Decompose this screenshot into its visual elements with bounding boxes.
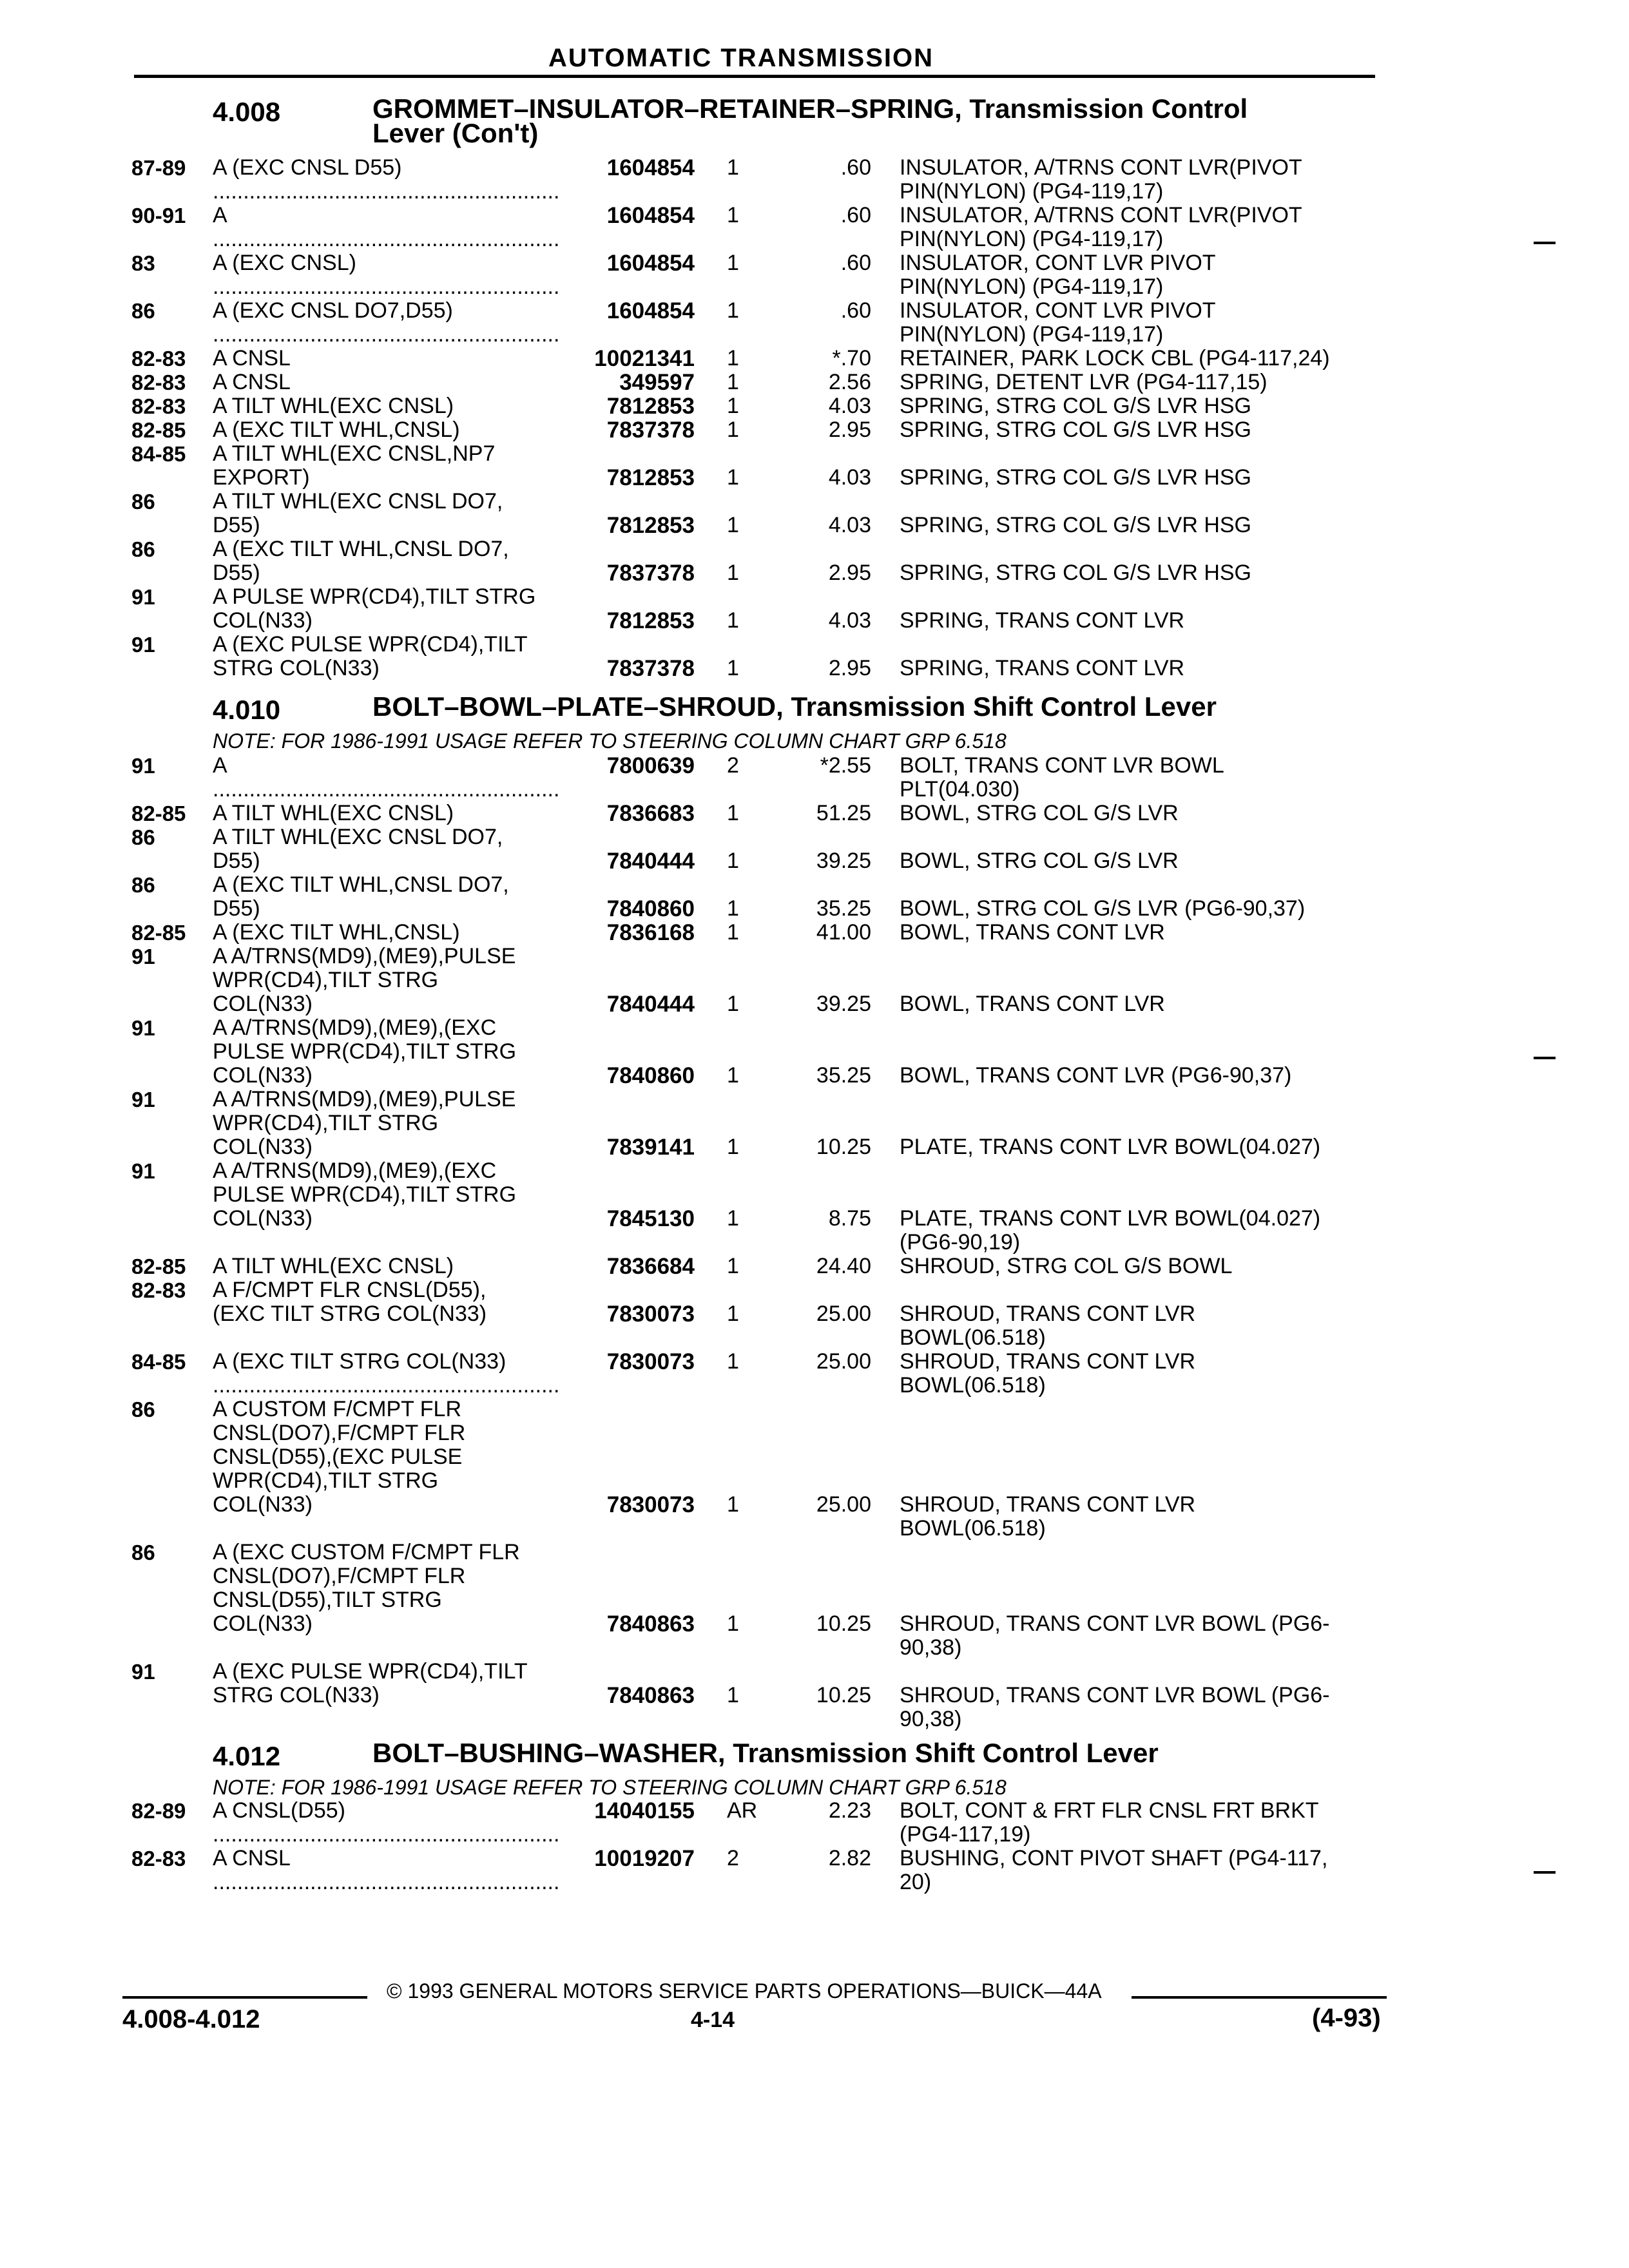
price: 35.25 (816, 896, 871, 921)
quantity: 1 (727, 1683, 739, 1707)
usage-description: A TILT WHL(EXC CNSL) ..... (213, 1254, 561, 1278)
part-row (0, 394, 1629, 418)
part-description: SHROUD, TRANS CONT LVR BOWL(06.518) ..... (900, 1302, 1370, 1350)
model-years: 83 (131, 251, 155, 275)
price: .60 (840, 203, 871, 227)
usage-description: A (EXC TILT WHL,CNSL) ..... (213, 418, 561, 442)
quantity: 1 (727, 418, 739, 442)
model-years: 91 (131, 1088, 155, 1111)
part-row (0, 1350, 1629, 1398)
part-row (0, 204, 1629, 251)
part-row (0, 825, 1629, 873)
quantity: 1 (727, 849, 739, 873)
price: *2.55 (820, 753, 871, 778)
part-number: 7812853 (606, 608, 695, 633)
quantity: 1 (727, 251, 739, 275)
part-description: SHROUD, TRANS CONT LVR BOWL(06.518) ..... (900, 1350, 1370, 1398)
price: .60 (840, 298, 871, 323)
usage-description: A (EXC PULSE WPR(CD4),TILT STRG COL(N33) ..... (213, 633, 561, 680)
part-row (0, 1159, 1629, 1254)
footer-copyright: © 1993 GENERAL MOTORS SERVICE PARTS OPERATIONS—BUICK—44A (387, 1979, 1102, 2003)
usage-description: A TILT WHL(EXC CNSL) ..... (213, 802, 561, 825)
part-number: 7837378 (606, 561, 695, 586)
quantity: 2 (727, 1846, 739, 1870)
price: 2.82 (828, 1846, 871, 1870)
model-years: 82-83 (131, 370, 186, 394)
price: 4.03 (828, 465, 871, 490)
part-description: BOWL, STRG COL G/S LVR ..... (900, 802, 1370, 825)
part-number: 7812853 (606, 513, 695, 538)
footer-section-range: 4.008-4.012 (122, 2005, 260, 2033)
price: 2.95 (828, 561, 871, 585)
price: 51.25 (816, 801, 871, 825)
price: .60 (840, 155, 871, 180)
header-rule (134, 75, 1375, 78)
model-years: 91 (131, 1159, 155, 1183)
part-description: BOLT, CONT & FRT FLR CNSL FRT BRKT (PG4-117,19) ..... (900, 1799, 1370, 1847)
usage-description: A (EXC TILT WHL,CNSL DO7, D55) ..... (213, 537, 561, 585)
usage-description: A TILT WHL(EXC CNSL DO7, D55) ..... (213, 825, 561, 873)
quantity: 1 (727, 1063, 739, 1088)
part-row (0, 1847, 1629, 1894)
quantity: 1 (727, 1611, 739, 1636)
part-row (0, 418, 1629, 442)
model-years: 82-85 (131, 802, 186, 825)
usage-description: A (EXC CUSTOM F/CMPT FLR CNSL(DO7),F/CMPT FLR CNSL(D55),TILT STRG COL(N33) ..... (213, 1541, 561, 1636)
part-description: INSULATOR, A/TRNS CONT LVR(PIVOT PIN(NYLON) (PG4-119,17) ..... (900, 156, 1370, 204)
part-row (0, 1660, 1629, 1731)
part-description: SHROUD, TRANS CONT LVR BOWL (PG6- 90,38) ..... (900, 1684, 1370, 1731)
usage-description: A (EXC PULSE WPR(CD4),TILT STRG COL(N33) ..... (213, 1660, 561, 1707)
model-years: 86 (131, 537, 155, 561)
part-number: 7836684 (606, 1254, 695, 1279)
part-number: 7840863 (606, 1683, 695, 1708)
model-years: 87-89 (131, 156, 186, 180)
part-description: BOLT, TRANS CONT LVR BOWL PLT(04.030) ..... (900, 754, 1370, 802)
part-row (0, 1541, 1629, 1660)
usage-description: A A/TRNS(MD9),(ME9),(EXC PULSE WPR(CD4),TILT STRG COL(N33) ..... (213, 1016, 561, 1088)
model-years: 82-83 (131, 347, 186, 370)
model-years: 91 (131, 633, 155, 657)
part-number: 10019207 (594, 1846, 695, 1871)
price: 2.95 (828, 418, 871, 442)
quantity: 1 (727, 561, 739, 585)
part-number: 7836168 (606, 920, 695, 945)
model-years: 82-83 (131, 394, 186, 418)
part-description: SHROUD, TRANS CONT LVR BOWL (PG6- 90,38) ..... (900, 1612, 1370, 1660)
section-number: 4.010 (213, 695, 281, 725)
price: 25.00 (816, 1302, 871, 1326)
footer-rule-left (122, 1996, 367, 1999)
model-years: 91 (131, 585, 155, 609)
quantity: 1 (727, 656, 739, 680)
part-description: BOWL, TRANS CONT LVR ..... (900, 992, 1370, 1016)
usage-description: A F/CMPT FLR CNSL(D55), (EXC TILT STRG COL(N33) ..... (213, 1278, 561, 1326)
part-row (0, 585, 1629, 633)
quantity: 1 (727, 1254, 739, 1278)
price: .60 (840, 251, 871, 275)
model-years: 91 (131, 1660, 155, 1684)
part-description: INSULATOR, CONT LVR PIVOT PIN(NYLON) (PG4-119,17) ..... (900, 251, 1370, 299)
price: 10.25 (816, 1683, 871, 1707)
part-row (0, 754, 1629, 802)
part-number: 7837378 (606, 418, 695, 443)
usage-description: A CNSL ..... (213, 347, 561, 370)
price: 35.25 (816, 1063, 871, 1088)
usage-description: A (EXC TILT STRG COL(N33) ..... (213, 1350, 561, 1398)
usage-description: A TILT WHL(EXC CNSL,NP7 EXPORT) ..... (213, 442, 561, 490)
quantity: 1 (727, 155, 739, 180)
part-number: 1604854 (606, 298, 695, 323)
part-description: SPRING, STRG COL G/S LVR HSG ..... (900, 394, 1370, 418)
page-header: AUTOMATIC TRANSMISSION (548, 44, 934, 72)
model-years: 82-83 (131, 1847, 186, 1870)
part-row (0, 1254, 1629, 1278)
part-row (0, 921, 1629, 945)
part-description: SPRING, TRANS CONT LVR ..... (900, 609, 1370, 633)
part-number: 349597 (619, 370, 695, 395)
part-row (0, 347, 1629, 370)
usage-description: A CNSL(D55) ..... (213, 1799, 561, 1847)
footer-rule-right (1132, 1996, 1387, 1999)
margin-mark (1534, 1057, 1556, 1059)
quantity: 1 (727, 370, 739, 394)
part-number: 10021341 (594, 346, 695, 371)
price: 2.56 (828, 370, 871, 394)
part-row (0, 1398, 1629, 1541)
part-number: 7812853 (606, 394, 695, 419)
part-row (0, 251, 1629, 299)
quantity: AR (727, 1798, 758, 1823)
model-years: 91 (131, 945, 155, 968)
part-number: 7800639 (606, 753, 695, 778)
part-row (0, 873, 1629, 921)
quantity: 1 (727, 801, 739, 825)
part-number: 7830073 (606, 1302, 695, 1327)
part-row (0, 537, 1629, 585)
price: 41.00 (816, 920, 871, 945)
part-number: 7836683 (606, 801, 695, 826)
section-number: 4.012 (213, 1741, 281, 1771)
price: 4.03 (828, 394, 871, 418)
quantity: 2 (727, 753, 739, 778)
model-years: 82-85 (131, 921, 186, 945)
section-title: BOLT–BUSHING–WASHER, Transmission Shift Control Lever (372, 1738, 1159, 1768)
section-title: GROMMET–INSULATOR–RETAINER–SPRING, Transmission Control Lever (Con't) (372, 93, 1248, 148)
part-description: INSULATOR, CONT LVR PIVOT PIN(NYLON) (PG4-119,17) ..... (900, 299, 1370, 347)
usage-description: A (EXC CNSL DO7,D55) ..... (213, 299, 561, 347)
model-years: 86 (131, 490, 155, 514)
price: 4.03 (828, 608, 871, 633)
model-years: 90-91 (131, 204, 186, 227)
part-number: 1604854 (606, 251, 695, 276)
part-number: 7830073 (606, 1349, 695, 1374)
model-years: 84-85 (131, 442, 186, 466)
price: 2.95 (828, 656, 871, 680)
part-row (0, 299, 1629, 347)
model-years: 86 (131, 1541, 155, 1564)
usage-description: A CNSL ..... (213, 370, 561, 394)
margin-mark (1534, 1871, 1556, 1874)
part-number: 7840444 (606, 992, 695, 1017)
quantity: 1 (727, 1206, 739, 1231)
quantity: 1 (727, 465, 739, 490)
part-description: SHROUD, STRG COL G/S BOWL ..... (900, 1254, 1370, 1278)
quantity: 1 (727, 203, 739, 227)
model-years: 91 (131, 754, 155, 778)
quantity: 1 (727, 1302, 739, 1326)
price: 8.75 (828, 1206, 871, 1231)
part-row (0, 442, 1629, 490)
part-row (0, 370, 1629, 394)
usage-description: A ..... (213, 204, 561, 251)
part-row (0, 156, 1629, 204)
part-description: SPRING, TRANS CONT LVR ..... (900, 657, 1370, 680)
part-row (0, 1278, 1629, 1350)
quantity: 1 (727, 346, 739, 370)
usage-description: A A/TRNS(MD9),(ME9),(EXC PULSE WPR(CD4),TILT STRG COL(N33) ..... (213, 1159, 561, 1231)
part-number: 7812853 (606, 465, 695, 490)
part-number: 14040155 (594, 1798, 695, 1823)
part-description: SPRING, STRG COL G/S LVR HSG ..... (900, 418, 1370, 442)
model-years: 86 (131, 873, 155, 897)
price: 24.40 (816, 1254, 871, 1278)
part-row (0, 1088, 1629, 1159)
quantity: 1 (727, 896, 739, 921)
price: 39.25 (816, 992, 871, 1016)
price: 4.03 (828, 513, 871, 537)
part-description: PLATE, TRANS CONT LVR BOWL(04.027) ..... (900, 1135, 1370, 1159)
part-number: 7839141 (606, 1135, 695, 1160)
model-years: 86 (131, 299, 155, 323)
part-description: SPRING, STRG COL G/S LVR HSG ..... (900, 466, 1370, 490)
usage-description: A TILT WHL(EXC CNSL DO7, D55) ..... (213, 490, 561, 537)
footer-revision: (4-93) (1312, 2004, 1381, 2032)
part-number: 1604854 (606, 155, 695, 180)
price: 39.25 (816, 849, 871, 873)
quantity: 1 (727, 394, 739, 418)
part-description: BOWL, TRANS CONT LVR (PG6-90,37) ..... (900, 1064, 1370, 1088)
part-description: SPRING, STRG COL G/S LVR HSG ..... (900, 514, 1370, 537)
part-number: 7840860 (606, 896, 695, 921)
quantity: 1 (727, 298, 739, 323)
part-number: 7837378 (606, 656, 695, 681)
quantity: 1 (727, 992, 739, 1016)
usage-description: A PULSE WPR(CD4),TILT STRG COL(N33) ..... (213, 585, 561, 633)
quantity: 1 (727, 1349, 739, 1374)
usage-description: A CNSL ..... (213, 1847, 561, 1894)
quantity: 1 (727, 513, 739, 537)
part-description: BOWL, STRG COL G/S LVR (PG6-90,37) ..... (900, 897, 1370, 921)
quantity: 1 (727, 1492, 739, 1517)
usage-description: A (EXC CNSL) ..... (213, 251, 561, 299)
part-description: BOWL, STRG COL G/S LVR ..... (900, 849, 1370, 873)
quantity: 1 (727, 1135, 739, 1159)
part-description: PLATE, TRANS CONT LVR BOWL(04.027) (PG6-90,19) ..... (900, 1207, 1370, 1254)
usage-description: A A/TRNS(MD9),(ME9),PULSE WPR(CD4),TILT STRG COL(N33) ..... (213, 945, 561, 1016)
part-description: BUSHING, CONT PIVOT SHAFT (PG4-117, 20) ..... (900, 1847, 1370, 1894)
section-title: BOLT–BOWL–PLATE–SHROUD, Transmission Shift Control Lever (372, 691, 1217, 722)
price: 25.00 (816, 1349, 871, 1374)
part-row (0, 1016, 1629, 1088)
footer-page-number: 4-14 (691, 2008, 735, 2032)
part-number: 7830073 (606, 1492, 695, 1517)
usage-description: A (EXC TILT WHL,CNSL) ..... (213, 921, 561, 945)
usage-description: A TILT WHL(EXC CNSL) ..... (213, 394, 561, 418)
part-row (0, 945, 1629, 1016)
price: 10.25 (816, 1135, 871, 1159)
part-row (0, 802, 1629, 825)
part-number: 7840860 (606, 1063, 695, 1088)
model-years: 86 (131, 825, 155, 849)
quantity: 1 (727, 608, 739, 633)
part-number: 7845130 (606, 1206, 695, 1231)
model-years: 82-85 (131, 418, 186, 442)
part-row (0, 490, 1629, 537)
usage-description: A (EXC CNSL D55) ..... (213, 156, 561, 204)
model-years: 82-85 (131, 1254, 186, 1278)
model-years: 82-89 (131, 1799, 186, 1823)
section-note: NOTE: FOR 1986-1991 USAGE REFER TO STEERING COLUMN CHART GRP 6.518 (213, 729, 1007, 753)
part-description: SPRING, DETENT LVR (PG4-117,15) ..... (900, 370, 1370, 394)
usage-description: A A/TRNS(MD9),(ME9),PULSE WPR(CD4),TILT STRG COL(N33) ..... (213, 1088, 561, 1159)
part-description: INSULATOR, A/TRNS CONT LVR(PIVOT PIN(NYLON) (PG4-119,17) ..... (900, 204, 1370, 251)
price: 2.23 (828, 1798, 871, 1823)
part-row (0, 633, 1629, 680)
model-years: 91 (131, 1016, 155, 1040)
part-description: RETAINER, PARK LOCK CBL (PG4-117,24) ..... (900, 347, 1370, 370)
part-number: 7840863 (606, 1611, 695, 1637)
section-note: NOTE: FOR 1986-1991 USAGE REFER TO STEERING COLUMN CHART GRP 6.518 (213, 1776, 1007, 1799)
part-description: BOWL, TRANS CONT LVR ..... (900, 921, 1370, 945)
usage-description: A CUSTOM F/CMPT FLR CNSL(DO7),F/CMPT FLR CNSL(D55),(EXC PULSE WPR(CD4),TILT STRG COL(N33) ..... (213, 1398, 561, 1517)
price: 25.00 (816, 1492, 871, 1517)
price: *.70 (832, 346, 871, 370)
part-number: 7840444 (606, 849, 695, 874)
part-row (0, 1799, 1629, 1847)
section-number: 4.008 (213, 97, 281, 127)
margin-mark (1534, 242, 1556, 244)
quantity: 1 (727, 920, 739, 945)
price: 10.25 (816, 1611, 871, 1636)
usage-description: A ..... (213, 754, 561, 802)
usage-description: A (EXC TILT WHL,CNSL DO7, D55) ..... (213, 873, 561, 921)
part-number: 1604854 (606, 203, 695, 228)
part-description: SHROUD, TRANS CONT LVR BOWL(06.518) ..... (900, 1493, 1370, 1541)
model-years: 84-85 (131, 1350, 186, 1374)
model-years: 86 (131, 1398, 155, 1421)
part-description: SPRING, STRG COL G/S LVR HSG ..... (900, 561, 1370, 585)
model-years: 82-83 (131, 1278, 186, 1302)
